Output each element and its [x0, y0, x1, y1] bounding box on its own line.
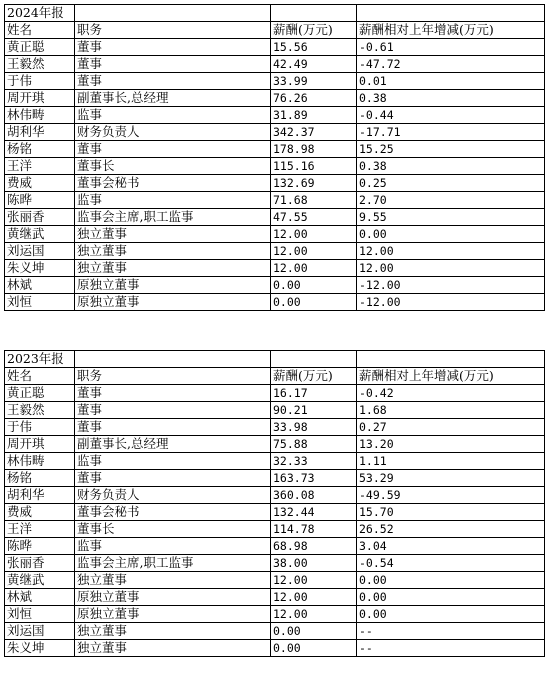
- salary-cell: 33.99: [271, 73, 357, 90]
- column-header: 姓名: [5, 368, 75, 385]
- position-cell: 董事会秘书: [75, 504, 271, 521]
- salary-change-cell: 12.00: [357, 260, 545, 277]
- empty-cell: [271, 5, 357, 22]
- salary-cell: 132.44: [271, 504, 357, 521]
- name-cell: 刘恒: [5, 294, 75, 311]
- position-cell: 监事: [75, 192, 271, 209]
- name-cell: 费威: [5, 175, 75, 192]
- salary-change-cell: 1.11: [357, 453, 545, 470]
- salary-cell: 115.16: [271, 158, 357, 175]
- position-cell: 监事会主席,职工监事: [75, 555, 271, 572]
- table-row: [5, 385, 545, 402]
- table-title-row: [5, 5, 545, 22]
- salary-cell: 12.00: [271, 226, 357, 243]
- column-header: 薪酬相对上年增减(万元): [357, 368, 545, 385]
- position-cell: 董事长: [75, 521, 271, 538]
- name-cell: 王毅然: [5, 402, 75, 419]
- position-cell: 原独立董事: [75, 606, 271, 623]
- position-cell: 董事: [75, 385, 271, 402]
- position-cell: 董事: [75, 39, 271, 56]
- salary-cell: 0.00: [271, 640, 357, 657]
- salary-cell: 163.73: [271, 470, 357, 487]
- position-cell: 董事: [75, 402, 271, 419]
- table-row: [5, 243, 545, 260]
- salary-cell: 90.21: [271, 402, 357, 419]
- position-cell: 独立董事: [75, 243, 271, 260]
- position-cell: 监事: [75, 107, 271, 124]
- salary-change-cell: 0.01: [357, 73, 545, 90]
- name-cell: 张丽香: [5, 555, 75, 572]
- name-cell: 黄正聪: [5, 39, 75, 56]
- salary-change-cell: 0.27: [357, 419, 545, 436]
- position-cell: 独立董事: [75, 572, 271, 589]
- salary-cell: 0.00: [271, 277, 357, 294]
- table-row: [5, 589, 545, 606]
- table-row: [5, 56, 545, 73]
- name-cell: 王洋: [5, 158, 75, 175]
- salary-change-cell: 0.38: [357, 90, 545, 107]
- column-header: 职务: [75, 22, 271, 39]
- name-cell: 林斌: [5, 277, 75, 294]
- name-cell: 于伟: [5, 419, 75, 436]
- position-cell: 原独立董事: [75, 277, 271, 294]
- table-row: [5, 175, 545, 192]
- salary-change-cell: 15.70: [357, 504, 545, 521]
- column-header: 职务: [75, 368, 271, 385]
- salary-table-2023: [4, 350, 545, 657]
- table-row: [5, 453, 545, 470]
- name-cell: 陈晔: [5, 538, 75, 555]
- table-row: [5, 226, 545, 243]
- name-cell: 杨铭: [5, 141, 75, 158]
- position-cell: 董事会秘书: [75, 175, 271, 192]
- position-cell: 董事: [75, 73, 271, 90]
- salary-change-cell: 1.68: [357, 402, 545, 419]
- table-row: [5, 504, 545, 521]
- position-cell: 董事: [75, 141, 271, 158]
- salary-change-cell: 2.70: [357, 192, 545, 209]
- salary-change-cell: 0.25: [357, 175, 545, 192]
- position-cell: 董事: [75, 470, 271, 487]
- name-cell: 刘运国: [5, 243, 75, 260]
- name-cell: 黄继武: [5, 226, 75, 243]
- table-row: [5, 90, 545, 107]
- salary-change-cell: --: [357, 640, 545, 657]
- salary-cell: 15.56: [271, 39, 357, 56]
- table-row: [5, 470, 545, 487]
- salary-change-cell: -49.59: [357, 487, 545, 504]
- salary-cell: 75.88: [271, 436, 357, 453]
- name-cell: 费威: [5, 504, 75, 521]
- position-cell: 独立董事: [75, 226, 271, 243]
- salary-cell: 38.00: [271, 555, 357, 572]
- salary-change-cell: 9.55: [357, 209, 545, 226]
- salary-change-cell: -0.42: [357, 385, 545, 402]
- salary-cell: 12.00: [271, 243, 357, 260]
- position-cell: 监事: [75, 538, 271, 555]
- name-cell: 于伟: [5, 73, 75, 90]
- salary-change-cell: 3.04: [357, 538, 545, 555]
- name-cell: 朱义坤: [5, 260, 75, 277]
- salary-cell: 16.17: [271, 385, 357, 402]
- position-cell: 监事: [75, 453, 271, 470]
- salary-change-cell: 0.00: [357, 589, 545, 606]
- salary-cell: 360.08: [271, 487, 357, 504]
- name-cell: 胡利华: [5, 487, 75, 504]
- empty-cell: [357, 351, 545, 368]
- salary-cell: 178.98: [271, 141, 357, 158]
- table-row: [5, 623, 545, 640]
- table-row: [5, 419, 545, 436]
- table-row: [5, 402, 545, 419]
- name-cell: 朱义坤: [5, 640, 75, 657]
- table-title: 2024年报: [5, 5, 75, 22]
- table-row: [5, 640, 545, 657]
- table-row: [5, 572, 545, 589]
- position-cell: 财务负责人: [75, 487, 271, 504]
- salary-change-cell: 26.52: [357, 521, 545, 538]
- salary-cell: 12.00: [271, 260, 357, 277]
- table-title: 2023年报: [5, 351, 75, 368]
- name-cell: 黄正聪: [5, 385, 75, 402]
- salary-cell: 47.55: [271, 209, 357, 226]
- name-cell: 周开琪: [5, 90, 75, 107]
- salary-change-cell: --: [357, 623, 545, 640]
- salary-change-cell: 0.00: [357, 606, 545, 623]
- table-row: [5, 209, 545, 226]
- position-cell: 副董事长,总经理: [75, 90, 271, 107]
- table-row: [5, 73, 545, 90]
- salary-change-cell: 13.20: [357, 436, 545, 453]
- column-header: 姓名: [5, 22, 75, 39]
- position-cell: 董事: [75, 419, 271, 436]
- salary-cell: 12.00: [271, 606, 357, 623]
- salary-change-cell: -0.54: [357, 555, 545, 572]
- empty-cell: [271, 351, 357, 368]
- salary-change-cell: -12.00: [357, 294, 545, 311]
- salary-change-cell: 12.00: [357, 243, 545, 260]
- table-row: [5, 521, 545, 538]
- salary-cell: 114.78: [271, 521, 357, 538]
- position-cell: 董事长: [75, 158, 271, 175]
- name-cell: 刘恒: [5, 606, 75, 623]
- name-cell: 黄继武: [5, 572, 75, 589]
- table-row: [5, 606, 545, 623]
- salary-change-cell: -0.44: [357, 107, 545, 124]
- table-row: [5, 192, 545, 209]
- name-cell: 陈晔: [5, 192, 75, 209]
- column-header: 薪酬(万元): [271, 22, 357, 39]
- salary-change-cell: 0.00: [357, 226, 545, 243]
- name-cell: 杨铭: [5, 470, 75, 487]
- salary-cell: 12.00: [271, 572, 357, 589]
- position-cell: 监事会主席,职工监事: [75, 209, 271, 226]
- salary-cell: 12.00: [271, 589, 357, 606]
- salary-cell: 76.26: [271, 90, 357, 107]
- salary-change-cell: -17.71: [357, 124, 545, 141]
- salary-change-cell: 0.38: [357, 158, 545, 175]
- salary-cell: 68.98: [271, 538, 357, 555]
- salary-change-cell: 53.29: [357, 470, 545, 487]
- table-row: [5, 107, 545, 124]
- table-row: [5, 277, 545, 294]
- name-cell: 胡利华: [5, 124, 75, 141]
- position-cell: 独立董事: [75, 260, 271, 277]
- name-cell: 林斌: [5, 589, 75, 606]
- table-title-row: [5, 351, 545, 368]
- name-cell: 周开琪: [5, 436, 75, 453]
- table-row: [5, 294, 545, 311]
- table-row: [5, 538, 545, 555]
- table-row: [5, 555, 545, 572]
- position-cell: 原独立董事: [75, 294, 271, 311]
- column-header: 薪酬相对上年增减(万元): [357, 22, 545, 39]
- table-row: [5, 141, 545, 158]
- salary-cell: 0.00: [271, 623, 357, 640]
- table-body: [5, 5, 545, 311]
- table-row: [5, 436, 545, 453]
- salary-cell: 132.69: [271, 175, 357, 192]
- name-cell: 林伟畴: [5, 107, 75, 124]
- salary-cell: 32.33: [271, 453, 357, 470]
- table-row: [5, 487, 545, 504]
- name-cell: 刘运国: [5, 623, 75, 640]
- salary-cell: 0.00: [271, 294, 357, 311]
- salary-change-cell: -0.61: [357, 39, 545, 56]
- table-row: [5, 124, 545, 141]
- name-cell: 王毅然: [5, 56, 75, 73]
- position-cell: 原独立董事: [75, 589, 271, 606]
- name-cell: 王洋: [5, 521, 75, 538]
- position-cell: 财务负责人: [75, 124, 271, 141]
- position-cell: 独立董事: [75, 640, 271, 657]
- table-row: [5, 39, 545, 56]
- column-header: 薪酬(万元): [271, 368, 357, 385]
- salary-cell: 33.98: [271, 419, 357, 436]
- header-row: [5, 368, 545, 385]
- position-cell: 独立董事: [75, 623, 271, 640]
- position-cell: 副董事长,总经理: [75, 436, 271, 453]
- empty-cell: [357, 5, 545, 22]
- salary-change-cell: 15.25: [357, 141, 545, 158]
- salary-change-cell: 0.00: [357, 572, 545, 589]
- salary-change-cell: -12.00: [357, 277, 545, 294]
- name-cell: 林伟畴: [5, 453, 75, 470]
- salary-cell: 71.68: [271, 192, 357, 209]
- salary-table-2024: [4, 4, 545, 311]
- name-cell: 张丽香: [5, 209, 75, 226]
- empty-cell: [75, 5, 271, 22]
- table-row: [5, 158, 545, 175]
- position-cell: 董事: [75, 56, 271, 73]
- salary-cell: 42.49: [271, 56, 357, 73]
- salary-cell: 342.37: [271, 124, 357, 141]
- salary-cell: 31.89: [271, 107, 357, 124]
- table-body: [5, 351, 545, 657]
- salary-change-cell: -47.72: [357, 56, 545, 73]
- header-row: [5, 22, 545, 39]
- empty-cell: [75, 351, 271, 368]
- table-row: [5, 260, 545, 277]
